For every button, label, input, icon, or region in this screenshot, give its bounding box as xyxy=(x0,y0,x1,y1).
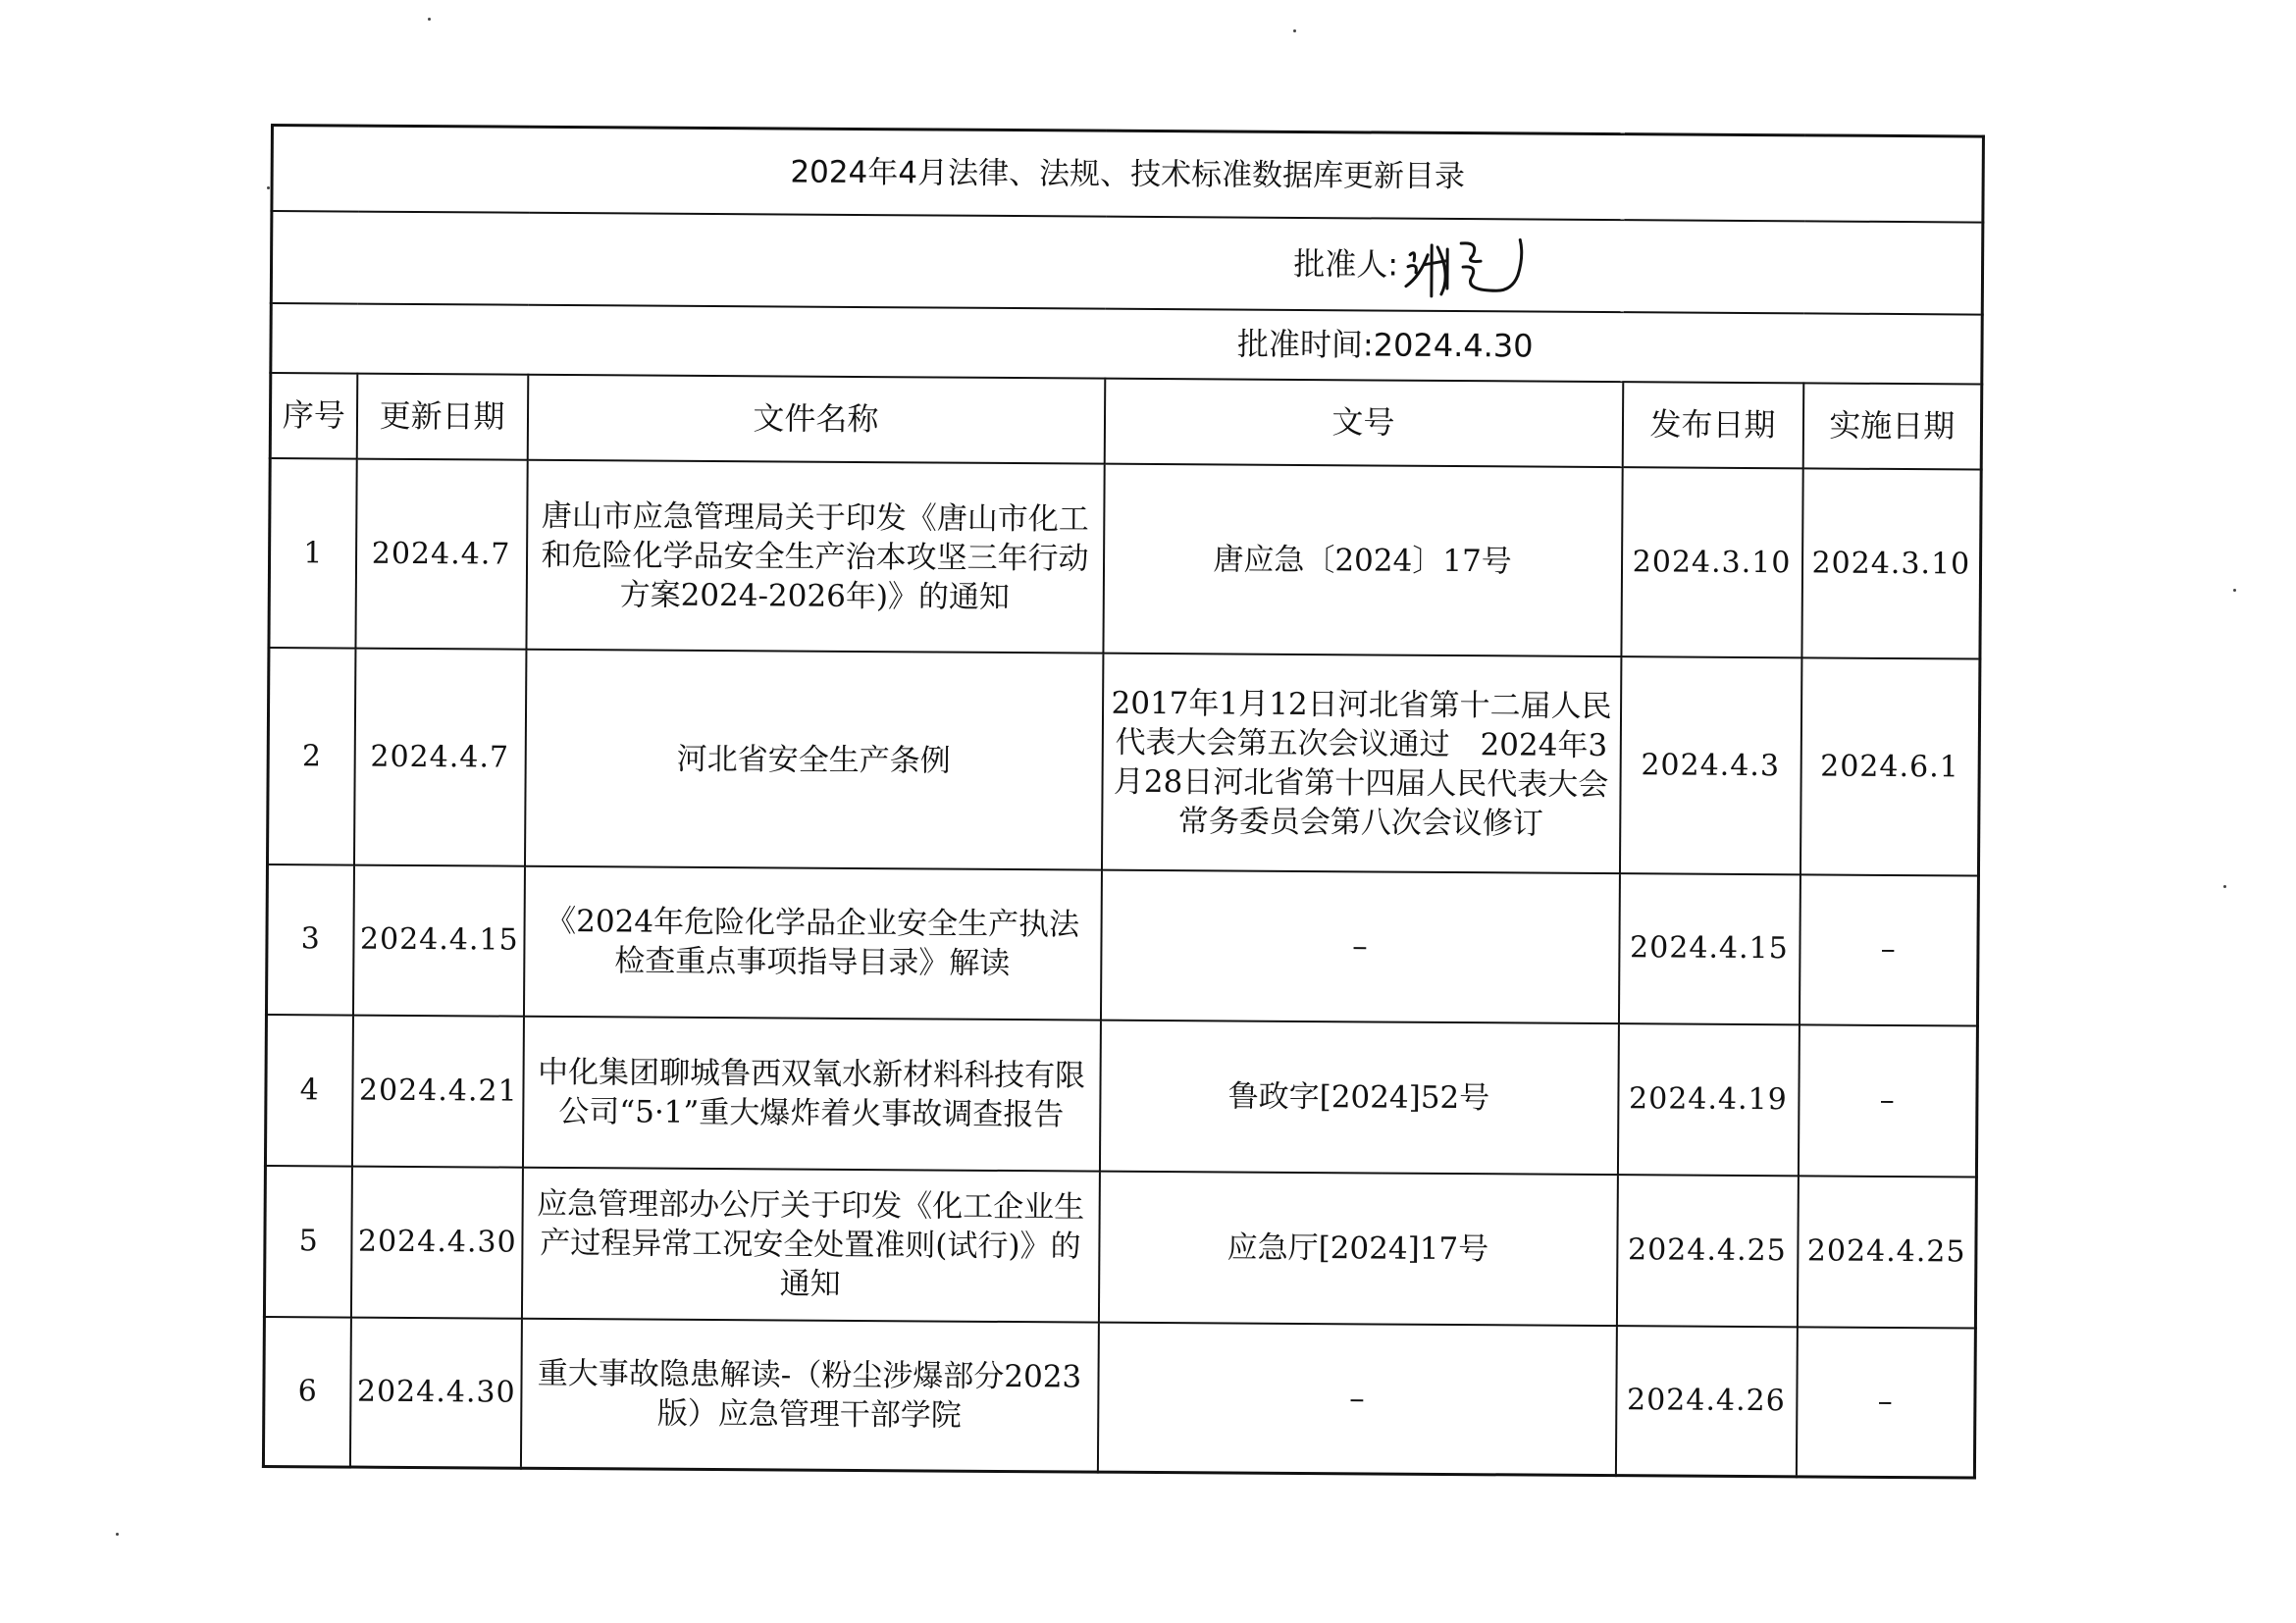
table-row xyxy=(266,864,1978,1025)
handwritten-signature xyxy=(1402,226,1550,305)
row-effective-date: – xyxy=(1796,1328,1975,1479)
title-row xyxy=(272,126,1984,223)
row-doc-no: 2017年1月12日河北省第十二届人民代表大会第五次会议通过 2024年3月28日河北省第十四届人民代表大会常务委员会第八次会议修订 xyxy=(1101,654,1620,874)
scan-speck xyxy=(2233,589,2236,592)
table-row xyxy=(265,1015,1977,1178)
row-update-date: 2024.4.30 xyxy=(349,1318,521,1468)
table-row xyxy=(263,1317,1975,1478)
row-number: 5 xyxy=(264,1166,351,1318)
row-file-name: 重大事故隐患解读-（粉尘涉爆部分2023版）应急管理干部学院 xyxy=(520,1319,1098,1472)
scan-speck xyxy=(116,1533,119,1536)
catalog-sheet xyxy=(262,124,1982,1480)
row-update-date: 2024.4.15 xyxy=(352,865,524,1016)
row-number: 4 xyxy=(265,1015,352,1167)
row-doc-no: – xyxy=(1097,1323,1616,1476)
table-row xyxy=(269,458,1981,658)
scan-speck xyxy=(267,186,270,189)
row-number: 2 xyxy=(267,648,354,865)
approval-date-row xyxy=(271,303,1982,385)
row-doc-no: – xyxy=(1100,870,1619,1023)
row-publish-date: 2024.4.15 xyxy=(1618,873,1800,1023)
scan-speck xyxy=(2223,885,2226,888)
row-publish-date: 2024.3.10 xyxy=(1621,467,1802,657)
approval-date-cell xyxy=(271,303,1982,385)
row-number: 3 xyxy=(266,864,353,1015)
document-title: 2024年4月法律、法规、技术标准数据库更新目录 xyxy=(272,126,1984,223)
row-file-name: 《2024年危险化学品企业安全生产执法检查重点事项指导目录》解读 xyxy=(523,866,1101,1020)
column-header-effective-date: 实施日期 xyxy=(1802,383,1982,470)
row-effective-date: 2024.4.25 xyxy=(1797,1176,1976,1329)
update-catalog-table xyxy=(262,124,1985,1480)
column-header-publish-date: 发布日期 xyxy=(1622,382,1803,469)
row-doc-no: 鲁政字[2024]52号 xyxy=(1099,1020,1618,1175)
approval-date-value: 2024.4.30 xyxy=(1373,326,1534,365)
approver-cell xyxy=(271,211,1983,314)
row-file-name: 唐山市应急管理局关于印发《唐山市化工和危险化学品安全生产治本攻坚三年行动方案2024-2026年)》的通知 xyxy=(526,460,1104,654)
row-effective-date: 2024.3.10 xyxy=(1801,468,1981,658)
table-row xyxy=(264,1166,1976,1329)
row-effective-date: – xyxy=(1798,1024,1977,1178)
row-doc-no: 应急厅[2024]17号 xyxy=(1098,1171,1617,1326)
row-number: 6 xyxy=(263,1317,350,1467)
table-row xyxy=(267,648,1979,876)
column-header-file-name: 文件名称 xyxy=(527,375,1105,464)
row-publish-date: 2024.4.25 xyxy=(1616,1175,1798,1328)
column-header-doc-no: 文号 xyxy=(1104,378,1623,467)
scan-speck xyxy=(428,18,431,21)
row-effective-date: 2024.6.1 xyxy=(1800,657,1980,876)
row-file-name: 应急管理部办公厅关于印发《化工企业生产过程异常工况安全处置准则(试行)》的通知 xyxy=(521,1168,1099,1323)
row-publish-date: 2024.4.26 xyxy=(1615,1326,1797,1477)
column-header-update-date: 更新日期 xyxy=(356,373,528,459)
row-effective-date: – xyxy=(1799,875,1978,1025)
row-update-date: 2024.4.30 xyxy=(350,1166,522,1318)
row-file-name: 中化集团聊城鲁西双氧水新材料科技有限公司“5·1”重大爆炸着火事故调查报告 xyxy=(522,1016,1100,1171)
row-update-date: 2024.4.7 xyxy=(353,649,525,866)
row-number: 1 xyxy=(269,458,356,648)
row-file-name: 河北省安全生产条例 xyxy=(524,650,1102,870)
scan-speck xyxy=(1293,29,1296,32)
column-header-row xyxy=(270,373,1982,470)
row-doc-no: 唐应急〔2024〕17号 xyxy=(1103,464,1622,656)
row-publish-date: 2024.4.19 xyxy=(1617,1023,1799,1177)
approval-date-label: 批准时间: xyxy=(1236,325,1374,364)
approver-label: 批准人: xyxy=(1293,244,1399,284)
row-publish-date: 2024.4.3 xyxy=(1619,656,1800,875)
column-header-no: 序号 xyxy=(270,373,357,459)
row-update-date: 2024.4.7 xyxy=(355,459,527,650)
approver-row xyxy=(271,211,1983,314)
row-update-date: 2024.4.21 xyxy=(351,1015,523,1167)
